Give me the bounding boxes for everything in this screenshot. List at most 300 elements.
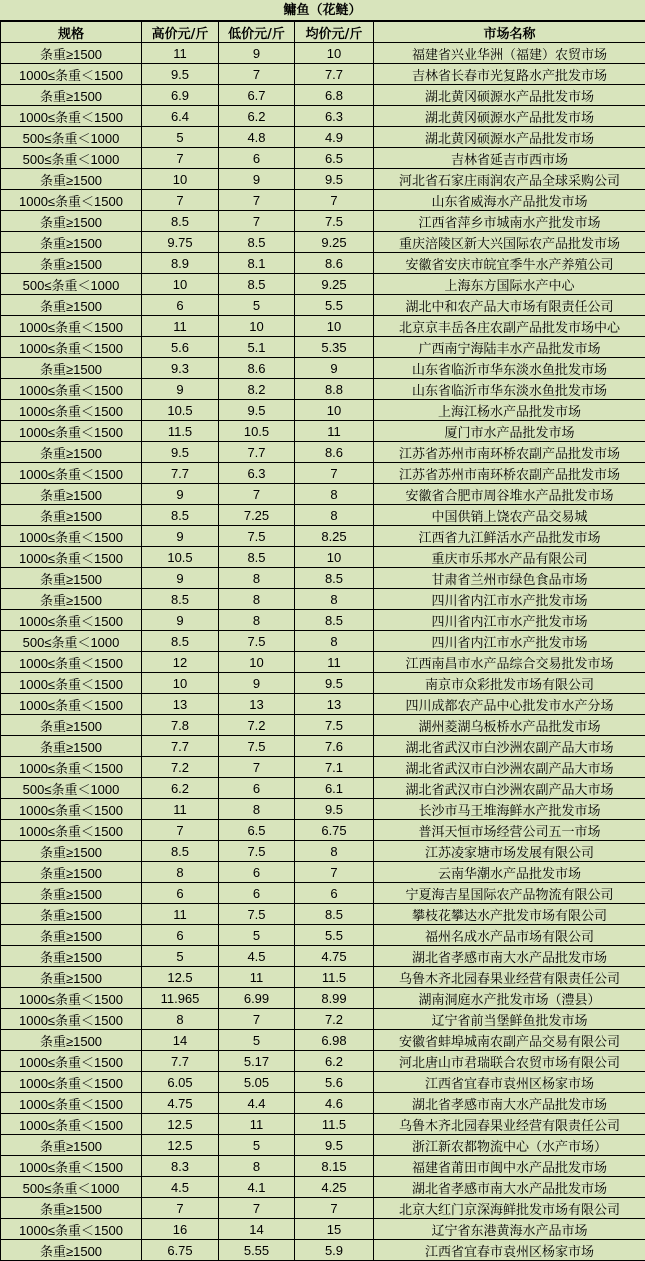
table-row xyxy=(1,232,645,253)
high-price-cell: 4.75 xyxy=(142,1093,219,1114)
market-name-cell: 湖北黄冈硕源水产品批发市场 xyxy=(374,127,645,148)
table-row xyxy=(1,820,645,841)
market-name-cell: 江西南昌市水产品综合交易批发市场 xyxy=(374,652,645,673)
low-price-cell: 7.25 xyxy=(219,505,295,526)
market-name-cell: 江苏省苏州市南环桥农副产品批发市场 xyxy=(374,442,645,463)
table-row xyxy=(1,421,645,442)
low-price-cell: 5.1 xyxy=(219,337,295,358)
low-price-cell: 6 xyxy=(219,148,295,169)
market-name-cell: 云南华潮水产品批发市场 xyxy=(374,862,645,883)
market-name-cell: 湖北中和农产品大市场有限责任公司 xyxy=(374,295,645,316)
avg-price-cell: 6 xyxy=(295,883,374,904)
high-price-cell: 10 xyxy=(142,274,219,295)
high-price-cell: 6 xyxy=(142,883,219,904)
avg-price-cell: 8 xyxy=(295,505,374,526)
spec-cell: 条重≥1500 xyxy=(1,232,142,253)
table-row xyxy=(1,148,645,169)
low-price-cell: 13 xyxy=(219,694,295,715)
table-row xyxy=(1,1114,645,1135)
high-price-cell: 10.5 xyxy=(142,400,219,421)
market-name-cell: 乌鲁木齐北园春果业经营有限责任公司 xyxy=(374,967,645,988)
spec-cell: 条重≥1500 xyxy=(1,862,142,883)
header-low-price: 低价元/斤 xyxy=(219,22,295,43)
low-price-cell: 10.5 xyxy=(219,421,295,442)
market-name-cell: 福建省兴业华洲（福建）农贸市场 xyxy=(374,43,645,64)
low-price-cell: 8.5 xyxy=(219,547,295,568)
high-price-cell: 11 xyxy=(142,43,219,64)
table-row xyxy=(1,1219,645,1240)
table-row xyxy=(1,862,645,883)
spec-cell: 条重≥1500 xyxy=(1,358,142,379)
spec-cell: 1000≤条重＜1500 xyxy=(1,106,142,127)
spec-cell: 条重≥1500 xyxy=(1,1198,142,1219)
spec-cell: 1000≤条重＜1500 xyxy=(1,1009,142,1030)
spec-cell: 条重≥1500 xyxy=(1,1030,142,1051)
market-name-cell: 上海东方国际水产中心 xyxy=(374,274,645,295)
high-price-cell: 8 xyxy=(142,862,219,883)
market-name-cell: 北京大红门京深海鲜批发市场有限公司 xyxy=(374,1198,645,1219)
low-price-cell: 6.99 xyxy=(219,988,295,1009)
spec-cell: 500≤条重＜1000 xyxy=(1,127,142,148)
avg-price-cell: 4.25 xyxy=(295,1177,374,1198)
market-name-cell: 乌鲁木齐北园春果业经营有限责任公司 xyxy=(374,1114,645,1135)
avg-price-cell: 7 xyxy=(295,190,374,211)
avg-price-cell: 8.5 xyxy=(295,568,374,589)
high-price-cell: 9.5 xyxy=(142,442,219,463)
table-row xyxy=(1,841,645,862)
low-price-cell: 5 xyxy=(219,1030,295,1051)
low-price-cell: 7.7 xyxy=(219,442,295,463)
avg-price-cell: 11.5 xyxy=(295,967,374,988)
table-row xyxy=(1,106,645,127)
market-name-cell: 广西南宁海陆丰水产品批发市场 xyxy=(374,337,645,358)
market-name-cell: 湖北省孝感市南大水产品批发市场 xyxy=(374,1177,645,1198)
spec-cell: 1000≤条重＜1500 xyxy=(1,316,142,337)
spec-cell: 条重≥1500 xyxy=(1,211,142,232)
high-price-cell: 11 xyxy=(142,316,219,337)
spec-cell: 条重≥1500 xyxy=(1,967,142,988)
high-price-cell: 7 xyxy=(142,148,219,169)
low-price-cell: 7 xyxy=(219,211,295,232)
avg-price-cell: 13 xyxy=(295,694,374,715)
low-price-cell: 5.17 xyxy=(219,1051,295,1072)
high-price-cell: 8.5 xyxy=(142,631,219,652)
spec-cell: 条重≥1500 xyxy=(1,715,142,736)
high-price-cell: 9.5 xyxy=(142,64,219,85)
low-price-cell: 10 xyxy=(219,316,295,337)
table-row xyxy=(1,883,645,904)
avg-price-cell: 5.35 xyxy=(295,337,374,358)
high-price-cell: 14 xyxy=(142,1030,219,1051)
avg-price-cell: 8.25 xyxy=(295,526,374,547)
table-row xyxy=(1,799,645,820)
low-price-cell: 4.8 xyxy=(219,127,295,148)
table-row xyxy=(1,715,645,736)
low-price-cell: 5 xyxy=(219,295,295,316)
market-name-cell: 湖北省武汉市白沙洲农副产品大市场 xyxy=(374,757,645,778)
table-row xyxy=(1,274,645,295)
spec-cell: 1000≤条重＜1500 xyxy=(1,64,142,85)
market-name-cell: 福州名成水产品市场有限公司 xyxy=(374,925,645,946)
market-name-cell: 湖南洞庭水产批发市场（澧县） xyxy=(374,988,645,1009)
spec-cell: 条重≥1500 xyxy=(1,841,142,862)
avg-price-cell: 8.5 xyxy=(295,904,374,925)
avg-price-cell: 7.1 xyxy=(295,757,374,778)
market-name-cell: 江西省宜春市袁州区杨家市场 xyxy=(374,1072,645,1093)
low-price-cell: 7 xyxy=(219,64,295,85)
spec-cell: 1000≤条重＜1500 xyxy=(1,694,142,715)
spec-cell: 条重≥1500 xyxy=(1,589,142,610)
table-row xyxy=(1,442,645,463)
low-price-cell: 8.5 xyxy=(219,274,295,295)
high-price-cell: 7 xyxy=(142,1198,219,1219)
low-price-cell: 8 xyxy=(219,568,295,589)
low-price-cell: 9 xyxy=(219,673,295,694)
table-row xyxy=(1,1177,645,1198)
spec-cell: 1000≤条重＜1500 xyxy=(1,547,142,568)
market-name-cell: 安徽省合肥市周谷堆水产品批发市场 xyxy=(374,484,645,505)
high-price-cell: 11 xyxy=(142,904,219,925)
table-row xyxy=(1,757,645,778)
avg-price-cell: 8.99 xyxy=(295,988,374,1009)
market-name-cell: 攀枝花攀达水产批发市场有限公司 xyxy=(374,904,645,925)
table-row xyxy=(1,778,645,799)
table-row xyxy=(1,1051,645,1072)
market-name-cell: 山东省临沂市华东淡水鱼批发市场 xyxy=(374,379,645,400)
table-row xyxy=(1,169,645,190)
spec-cell: 1000≤条重＜1500 xyxy=(1,379,142,400)
market-name-cell: 辽宁省东港黄海水产品市场 xyxy=(374,1219,645,1240)
table-row xyxy=(1,1198,645,1219)
high-price-cell: 9.3 xyxy=(142,358,219,379)
low-price-cell: 6 xyxy=(219,883,295,904)
market-name-cell: 湖北省武汉市白沙洲农副产品大市场 xyxy=(374,778,645,799)
market-name-cell: 四川成都农产品中心批发市水产分场 xyxy=(374,694,645,715)
low-price-cell: 11 xyxy=(219,1114,295,1135)
avg-price-cell: 7.6 xyxy=(295,736,374,757)
table-row xyxy=(1,337,645,358)
market-name-cell: 江西省九江鲜活水产品批发市场 xyxy=(374,526,645,547)
market-name-cell: 湖北省孝感市南大水产品批发市场 xyxy=(374,946,645,967)
high-price-cell: 12 xyxy=(142,652,219,673)
high-price-cell: 7.7 xyxy=(142,1051,219,1072)
low-price-cell: 8 xyxy=(219,589,295,610)
avg-price-cell: 5.5 xyxy=(295,925,374,946)
table-row xyxy=(1,1240,645,1261)
avg-price-cell: 4.75 xyxy=(295,946,374,967)
spec-cell: 条重≥1500 xyxy=(1,85,142,106)
low-price-cell: 9.5 xyxy=(219,400,295,421)
table-row xyxy=(1,127,645,148)
market-name-cell: 四川省内江市水产批发市场 xyxy=(374,589,645,610)
market-name-cell: 重庆市乐邦水产品有限公司 xyxy=(374,547,645,568)
low-price-cell: 9 xyxy=(219,169,295,190)
header-high-price: 高价元/斤 xyxy=(142,22,219,43)
high-price-cell: 7.8 xyxy=(142,715,219,736)
low-price-cell: 8.6 xyxy=(219,358,295,379)
spec-cell: 条重≥1500 xyxy=(1,442,142,463)
market-name-cell: 上海江杨水产品批发市场 xyxy=(374,400,645,421)
header-market-name: 市场名称 xyxy=(374,22,645,43)
high-price-cell: 9 xyxy=(142,610,219,631)
high-price-cell: 5 xyxy=(142,127,219,148)
market-name-cell: 安徽省蚌埠城南农副产品交易有限公司 xyxy=(374,1030,645,1051)
low-price-cell: 7 xyxy=(219,1009,295,1030)
market-name-cell: 厦门市水产品批发市场 xyxy=(374,421,645,442)
low-price-cell: 7.5 xyxy=(219,904,295,925)
low-price-cell: 6.3 xyxy=(219,463,295,484)
avg-price-cell: 11.5 xyxy=(295,1114,374,1135)
high-price-cell: 11 xyxy=(142,799,219,820)
header-spec: 规格 xyxy=(1,22,142,43)
market-name-cell: 重庆涪陵区新大兴国际农产品批发市场 xyxy=(374,232,645,253)
spec-cell: 条重≥1500 xyxy=(1,1240,142,1261)
low-price-cell: 7 xyxy=(219,1198,295,1219)
table-row xyxy=(1,547,645,568)
table-row xyxy=(1,484,645,505)
avg-price-cell: 11 xyxy=(295,421,374,442)
high-price-cell: 12.5 xyxy=(142,1135,219,1156)
high-price-cell: 12.5 xyxy=(142,1114,219,1135)
high-price-cell: 6.9 xyxy=(142,85,219,106)
avg-price-cell: 8.8 xyxy=(295,379,374,400)
avg-price-cell: 8.6 xyxy=(295,253,374,274)
avg-price-cell: 8 xyxy=(295,484,374,505)
market-name-cell: 江苏凌家塘市场发展有限公司 xyxy=(374,841,645,862)
table-row xyxy=(1,1156,645,1177)
market-name-cell: 吉林省延吉市西市场 xyxy=(374,148,645,169)
market-name-cell: 山东省威海水产品批发市场 xyxy=(374,190,645,211)
avg-price-cell: 9.25 xyxy=(295,232,374,253)
table-row xyxy=(1,211,645,232)
avg-price-cell: 5.6 xyxy=(295,1072,374,1093)
table-row xyxy=(1,1135,645,1156)
low-price-cell: 8.5 xyxy=(219,232,295,253)
low-price-cell: 4.1 xyxy=(219,1177,295,1198)
high-price-cell: 7 xyxy=(142,190,219,211)
table-body xyxy=(1,43,645,1261)
spec-cell: 1000≤条重＜1500 xyxy=(1,799,142,820)
table-row xyxy=(1,400,645,421)
high-price-cell: 5.6 xyxy=(142,337,219,358)
spec-cell: 1000≤条重＜1500 xyxy=(1,1219,142,1240)
high-price-cell: 8.5 xyxy=(142,505,219,526)
avg-price-cell: 6.1 xyxy=(295,778,374,799)
table-row xyxy=(1,988,645,1009)
low-price-cell: 5.05 xyxy=(219,1072,295,1093)
market-name-cell: 长沙市马王堆海鲜水产批发市场 xyxy=(374,799,645,820)
spec-cell: 1000≤条重＜1500 xyxy=(1,757,142,778)
spec-cell: 1000≤条重＜1500 xyxy=(1,1114,142,1135)
market-name-cell: 甘肃省兰州市绿色食品市场 xyxy=(374,568,645,589)
low-price-cell: 6.2 xyxy=(219,106,295,127)
avg-price-cell: 9.5 xyxy=(295,169,374,190)
avg-price-cell: 15 xyxy=(295,1219,374,1240)
market-name-cell: 湖北省武汉市白沙洲农副产品大市场 xyxy=(374,736,645,757)
spec-cell: 条重≥1500 xyxy=(1,484,142,505)
spec-cell: 1000≤条重＜1500 xyxy=(1,988,142,1009)
avg-price-cell: 4.6 xyxy=(295,1093,374,1114)
avg-price-cell: 8 xyxy=(295,631,374,652)
market-name-cell: 南京市众彩批发市场有限公司 xyxy=(374,673,645,694)
market-name-cell: 河北省石家庄雨润农产品全球采购公司 xyxy=(374,169,645,190)
avg-price-cell: 10 xyxy=(295,547,374,568)
low-price-cell: 7.5 xyxy=(219,736,295,757)
market-name-cell: 江西省萍乡市城南水产批发市场 xyxy=(374,211,645,232)
market-name-cell: 湖北省孝感市南大水产品批发市场 xyxy=(374,1093,645,1114)
avg-price-cell: 9.5 xyxy=(295,1135,374,1156)
low-price-cell: 14 xyxy=(219,1219,295,1240)
avg-price-cell: 8.15 xyxy=(295,1156,374,1177)
spec-cell: 条重≥1500 xyxy=(1,883,142,904)
high-price-cell: 6 xyxy=(142,295,219,316)
market-name-cell: 安徽省安庆市皖宜季牛水产养殖公司 xyxy=(374,253,645,274)
high-price-cell: 8 xyxy=(142,1009,219,1030)
high-price-cell: 8.5 xyxy=(142,211,219,232)
low-price-cell: 8.1 xyxy=(219,253,295,274)
spec-cell: 条重≥1500 xyxy=(1,904,142,925)
spec-cell: 1000≤条重＜1500 xyxy=(1,190,142,211)
table-row xyxy=(1,925,645,946)
spec-cell: 1000≤条重＜1500 xyxy=(1,400,142,421)
low-price-cell: 8.2 xyxy=(219,379,295,400)
avg-price-cell: 6.98 xyxy=(295,1030,374,1051)
high-price-cell: 12.5 xyxy=(142,967,219,988)
table-row xyxy=(1,1072,645,1093)
table-row xyxy=(1,1009,645,1030)
high-price-cell: 10.5 xyxy=(142,547,219,568)
spec-cell: 1000≤条重＜1500 xyxy=(1,463,142,484)
spec-cell: 1000≤条重＜1500 xyxy=(1,1051,142,1072)
table-row xyxy=(1,652,645,673)
spec-cell: 条重≥1500 xyxy=(1,505,142,526)
avg-price-cell: 8.6 xyxy=(295,442,374,463)
spec-cell: 条重≥1500 xyxy=(1,169,142,190)
avg-price-cell: 9 xyxy=(295,358,374,379)
market-name-cell: 江苏省苏州市南环桥农副产品批发市场 xyxy=(374,463,645,484)
market-name-cell: 吉林省长春市光复路水产批发市场 xyxy=(374,64,645,85)
avg-price-cell: 8 xyxy=(295,841,374,862)
market-name-cell: 湖州菱湖乌板桥水产品批发市场 xyxy=(374,715,645,736)
avg-price-cell: 9.5 xyxy=(295,799,374,820)
high-price-cell: 11.965 xyxy=(142,988,219,1009)
spec-cell: 1000≤条重＜1500 xyxy=(1,1072,142,1093)
avg-price-cell: 8.5 xyxy=(295,610,374,631)
low-price-cell: 4.4 xyxy=(219,1093,295,1114)
market-name-cell: 福建省莆田市闽中水产品批发市场 xyxy=(374,1156,645,1177)
spec-cell: 1000≤条重＜1500 xyxy=(1,673,142,694)
spec-cell: 1000≤条重＜1500 xyxy=(1,421,142,442)
spec-cell: 1000≤条重＜1500 xyxy=(1,820,142,841)
low-price-cell: 8 xyxy=(219,1156,295,1177)
spec-cell: 条重≥1500 xyxy=(1,253,142,274)
high-price-cell: 11.5 xyxy=(142,421,219,442)
table-row xyxy=(1,358,645,379)
sheet-title: 鳙鱼（花鲢） xyxy=(0,0,645,21)
table-row xyxy=(1,85,645,106)
spec-cell: 500≤条重＜1000 xyxy=(1,778,142,799)
low-price-cell: 7 xyxy=(219,190,295,211)
market-name-cell: 宁夏海吉星国际农产品物流有限公司 xyxy=(374,883,645,904)
avg-price-cell: 4.9 xyxy=(295,127,374,148)
spec-cell: 条重≥1500 xyxy=(1,736,142,757)
high-price-cell: 16 xyxy=(142,1219,219,1240)
high-price-cell: 9.75 xyxy=(142,232,219,253)
market-name-cell: 辽宁省前当堡鲜鱼批发市场 xyxy=(374,1009,645,1030)
high-price-cell: 8.3 xyxy=(142,1156,219,1177)
avg-price-cell: 5.9 xyxy=(295,1240,374,1261)
spec-cell: 1000≤条重＜1500 xyxy=(1,337,142,358)
avg-price-cell: 10 xyxy=(295,43,374,64)
market-name-cell: 四川省内江市水产批发市场 xyxy=(374,610,645,631)
low-price-cell: 5 xyxy=(219,1135,295,1156)
spec-cell: 500≤条重＜1000 xyxy=(1,148,142,169)
low-price-cell: 7.5 xyxy=(219,526,295,547)
avg-price-cell: 9.25 xyxy=(295,274,374,295)
low-price-cell: 6.7 xyxy=(219,85,295,106)
table-row xyxy=(1,1030,645,1051)
high-price-cell: 10 xyxy=(142,169,219,190)
low-price-cell: 7.2 xyxy=(219,715,295,736)
table-row xyxy=(1,736,645,757)
spec-cell: 1000≤条重＜1500 xyxy=(1,1093,142,1114)
market-name-cell: 中国供销上饶农产品交易城 xyxy=(374,505,645,526)
table-row xyxy=(1,967,645,988)
price-table xyxy=(0,21,645,1261)
table-row xyxy=(1,190,645,211)
avg-price-cell: 10 xyxy=(295,400,374,421)
market-name-cell: 浙江新农都物流中心（水产市场） xyxy=(374,1135,645,1156)
high-price-cell: 8.9 xyxy=(142,253,219,274)
market-name-cell: 山东省临沂市华东淡水鱼批发市场 xyxy=(374,358,645,379)
low-price-cell: 9 xyxy=(219,43,295,64)
avg-price-cell: 7 xyxy=(295,463,374,484)
low-price-cell: 10 xyxy=(219,652,295,673)
high-price-cell: 6.05 xyxy=(142,1072,219,1093)
table-row xyxy=(1,631,645,652)
low-price-cell: 7 xyxy=(219,484,295,505)
table-row xyxy=(1,463,645,484)
high-price-cell: 8.5 xyxy=(142,589,219,610)
spec-cell: 1000≤条重＜1500 xyxy=(1,526,142,547)
spec-cell: 条重≥1500 xyxy=(1,1135,142,1156)
table-row xyxy=(1,64,645,85)
spec-cell: 1000≤条重＜1500 xyxy=(1,610,142,631)
low-price-cell: 6.5 xyxy=(219,820,295,841)
low-price-cell: 6 xyxy=(219,778,295,799)
avg-price-cell: 5.5 xyxy=(295,295,374,316)
high-price-cell: 13 xyxy=(142,694,219,715)
table-row xyxy=(1,568,645,589)
low-price-cell: 8 xyxy=(219,610,295,631)
avg-price-cell: 6.5 xyxy=(295,148,374,169)
spec-cell: 条重≥1500 xyxy=(1,43,142,64)
low-price-cell: 7.5 xyxy=(219,841,295,862)
spec-cell: 条重≥1500 xyxy=(1,925,142,946)
table-row xyxy=(1,610,645,631)
high-price-cell: 6.2 xyxy=(142,778,219,799)
avg-price-cell: 6.2 xyxy=(295,1051,374,1072)
table-row xyxy=(1,295,645,316)
market-name-cell: 江西省宜春市袁州区杨家市场 xyxy=(374,1240,645,1261)
high-price-cell: 10 xyxy=(142,673,219,694)
avg-price-cell: 9.5 xyxy=(295,673,374,694)
high-price-cell: 6 xyxy=(142,925,219,946)
high-price-cell: 7 xyxy=(142,820,219,841)
avg-price-cell: 11 xyxy=(295,652,374,673)
avg-price-cell: 7 xyxy=(295,1198,374,1219)
market-name-cell: 河北唐山市君瑞联合农贸市场有限公司 xyxy=(374,1051,645,1072)
